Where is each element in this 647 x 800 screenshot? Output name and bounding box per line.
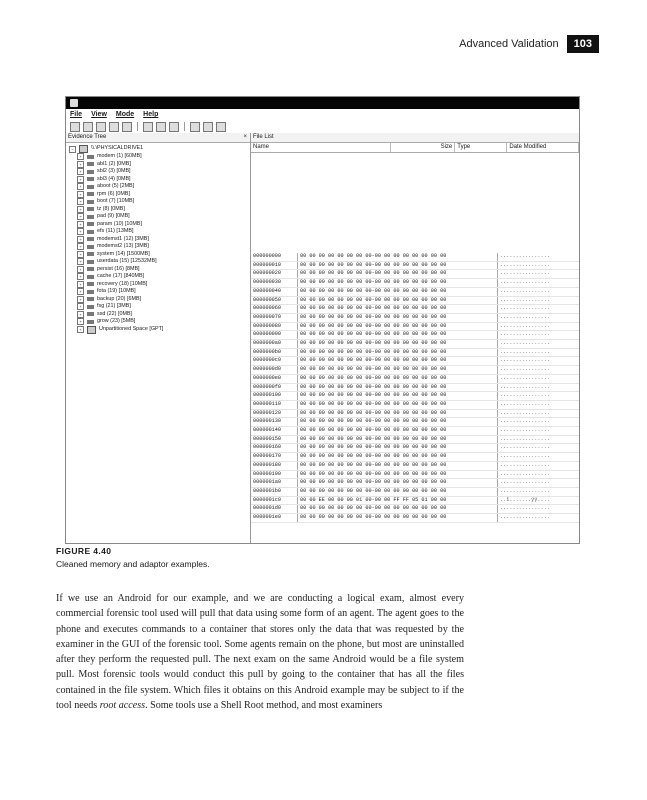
partition-icon <box>87 230 94 234</box>
hex-bytes: 00 00 00 00 00 00 00 00-00 00 00 00 00 00 00 00 <box>298 514 498 522</box>
tree-item-label: modemst2 (13) [3MB] <box>97 243 149 249</box>
hex-bytes: 00 00 00 00 00 00 00 00-00 00 00 00 00 00 00 00 <box>298 479 498 487</box>
hex-bytes: 00 00 00 00 00 00 00 00-00 00 00 00 00 00 00 00 <box>298 453 498 461</box>
drive-icon <box>79 145 88 153</box>
tree-item[interactable] <box>69 251 250 259</box>
hex-view <box>251 253 579 543</box>
hex-ascii: ................ <box>500 374 550 381</box>
figure-caption: Cleaned memory and adaptor examples. <box>56 559 210 569</box>
hex-offset: 000000140 <box>251 427 298 435</box>
partition-icon <box>87 326 96 334</box>
toolbar <box>66 120 579 134</box>
expand-icon[interactable]: + <box>77 296 84 303</box>
tree-item-label: grow (23) [5MB] <box>97 318 136 324</box>
hex-offset: 000000180 <box>251 462 298 470</box>
hex-ascii: ................ <box>500 479 550 486</box>
file-list-pane <box>251 133 579 543</box>
hex-ascii: ................ <box>500 514 550 521</box>
partition-icon <box>87 252 94 256</box>
hex-row[interactable] <box>251 253 579 262</box>
filter-icon[interactable] <box>190 122 200 132</box>
partition-icon <box>87 207 94 211</box>
evidence-tree <box>66 143 250 334</box>
partition-icon <box>87 185 94 189</box>
tree-item[interactable] <box>69 213 250 221</box>
partition-icon <box>87 260 94 264</box>
hex-row[interactable] <box>251 436 579 445</box>
tree-item-label: pad (9) [0MB] <box>97 213 130 219</box>
hex-offset: 0000001b0 <box>251 488 298 496</box>
expand-icon[interactable]: + <box>77 311 84 318</box>
hex-ascii: ................ <box>500 340 550 347</box>
evidence-tree-pane <box>66 133 251 543</box>
remove-icon[interactable] <box>169 122 179 132</box>
hex-offset: 000000110 <box>251 401 298 409</box>
tree-item[interactable] <box>69 303 250 311</box>
expand-icon[interactable]: + <box>77 191 84 198</box>
running-header <box>459 35 599 53</box>
hex-ascii: ................ <box>500 366 550 373</box>
expand-icon[interactable]: + <box>77 303 84 310</box>
hex-bytes: 00 00 00 00 00 00 00 00-00 00 00 00 00 00 00 00 <box>298 297 498 305</box>
tree-item-label: backup (20) [6MB] <box>97 295 142 302</box>
expand-icon[interactable]: + <box>77 236 84 243</box>
hex-row[interactable] <box>251 314 579 323</box>
hex-bytes: 00 00 00 00 00 00 00 00-00 00 00 00 00 00 00 00 <box>298 427 498 435</box>
column-date-modified[interactable]: Date Modified <box>507 143 579 152</box>
hex-bytes: 00 00 00 00 00 00 00 00-00 00 00 00 00 00 00 00 <box>298 488 498 496</box>
partition-icon <box>87 312 94 316</box>
hex-row[interactable] <box>251 444 579 453</box>
hex-ascii: ................ <box>500 296 550 303</box>
hex-bytes: 00 00 00 00 00 00 00 00-00 00 00 00 00 00 00 00 <box>298 314 498 322</box>
hex-row[interactable] <box>251 514 579 523</box>
save-icon[interactable] <box>83 122 93 132</box>
tree-item-label: tz (8) [0MB] <box>97 205 125 212</box>
tree-item[interactable] <box>69 183 250 191</box>
hex-bytes: 00 00 00 00 00 00 00 00-00 00 00 00 00 00 00 00 <box>298 471 498 479</box>
hex-row[interactable] <box>251 418 579 427</box>
partition-icon <box>87 320 94 324</box>
hex-row[interactable] <box>251 427 579 436</box>
tree-item-label: rpm (6) [0MB] <box>97 190 130 197</box>
hex-ascii: ................ <box>500 392 550 399</box>
hex-ascii: ................ <box>500 453 550 460</box>
partition-icon <box>87 177 94 181</box>
tree-item[interactable] <box>69 228 250 236</box>
hex-offset: 000000090 <box>251 331 298 339</box>
tree-item-label: sbl3 (4) [0MB] <box>97 175 131 182</box>
hex-row[interactable] <box>251 375 579 384</box>
tree-item[interactable] <box>69 326 250 334</box>
menu-view[interactable]: View <box>91 111 107 118</box>
hex-ascii: ..î.......ÿÿ.... <box>500 496 550 503</box>
expand-icon[interactable]: + <box>77 213 84 220</box>
tree-item-label: efs (11) [13MB] <box>97 228 134 234</box>
hex-offset: 000000080 <box>251 323 298 331</box>
tree-item[interactable] <box>69 288 250 296</box>
hex-ascii: ................ <box>500 418 550 425</box>
tree-item[interactable] <box>69 318 250 326</box>
tree-item-label: modemst1 (12) [3MB] <box>97 235 149 242</box>
tree-root[interactable] <box>69 145 250 153</box>
tree-item-label: boot (7) [10MB] <box>97 198 135 204</box>
hex-offset: 000000170 <box>251 453 298 461</box>
hex-offset: 000000020 <box>251 270 298 278</box>
partition-icon <box>87 245 94 249</box>
file-list-title <box>251 133 579 143</box>
column-type[interactable]: Type <box>455 143 507 152</box>
tree-item-label: ssd (22) [0MB] <box>97 310 133 317</box>
expand-icon[interactable]: + <box>77 206 84 213</box>
hex-bytes: 00 00 00 00 00 00 00 00-00 00 00 00 00 00 00 00 <box>298 262 498 270</box>
hex-ascii: ................ <box>500 261 550 268</box>
menu-file[interactable]: File <box>70 111 83 118</box>
column-size[interactable]: Size <box>391 143 455 152</box>
hex-row[interactable] <box>251 323 579 332</box>
menu-help[interactable]: Help <box>143 111 159 118</box>
body-text <box>56 591 464 713</box>
tree-item-label: sbl2 (3) [0MB] <box>97 168 131 174</box>
file-list-header <box>251 143 579 153</box>
hex-bytes: 00 00 00 00 00 00 00 00-00 00 00 00 00 00 00 00 <box>298 418 498 426</box>
partition-icon <box>87 275 94 279</box>
hex-bytes: 00 00 00 00 00 00 00 00-00 00 00 00 00 00 00 00 <box>298 270 498 278</box>
hex-ascii: ................ <box>500 400 550 407</box>
hex-offset: 0000001d0 <box>251 505 298 513</box>
partition-icon <box>87 237 94 241</box>
tree-item[interactable] <box>69 281 250 289</box>
expand-icon[interactable]: + <box>77 243 84 250</box>
hex-offset: 0000000c0 <box>251 357 298 365</box>
expand-icon[interactable]: + <box>77 288 84 295</box>
tree-item-label: abl1 (2) [0MB] <box>97 160 131 167</box>
tree-item[interactable] <box>69 198 250 206</box>
figure-label: FIGURE 4.40 <box>56 546 112 556</box>
export-icon[interactable] <box>109 122 119 132</box>
hex-offset: 000000120 <box>251 410 298 418</box>
hex-ascii: ................ <box>500 409 550 416</box>
hex-bytes: 00 00 00 00 00 00 00 00-00 00 00 00 00 00 00 00 <box>298 340 498 348</box>
tree-item-label: fota (19) [10MB] <box>97 288 136 294</box>
tree-item[interactable] <box>69 296 250 304</box>
hex-bytes: 00 00 00 00 00 00 00 00-00 00 00 00 00 00 00 00 <box>298 384 498 392</box>
partition-icon <box>87 282 94 286</box>
tree-item-label: aboot (5) [2MB] <box>97 183 135 189</box>
hex-bytes: 00 00 00 00 00 00 00 00-00 00 00 00 00 00 00 00 <box>298 436 498 444</box>
hex-row[interactable] <box>251 349 579 358</box>
hex-ascii: ................ <box>500 253 550 259</box>
tree-item-label: cache (17) [840MB] <box>97 273 145 279</box>
hex-row[interactable] <box>251 462 579 471</box>
evidence-tree-label: Evidence Tree <box>68 134 107 140</box>
hex-bytes: 00 00 EE 00 00 00 01 00-00 00 FF FF 05 01 00 00 <box>298 497 498 505</box>
hex-row[interactable] <box>251 331 579 340</box>
hex-ascii: ................ <box>500 383 550 390</box>
close-icon[interactable]: × <box>243 134 247 140</box>
hex-ascii: ................ <box>500 505 550 512</box>
tree-item[interactable] <box>69 273 250 281</box>
hex-bytes: 00 00 00 00 00 00 00 00-00 00 00 00 00 00 00 00 <box>298 392 498 400</box>
file-list-label: File List <box>253 134 274 140</box>
expand-icon[interactable]: + <box>77 168 84 175</box>
hex-ascii: ................ <box>500 279 550 286</box>
hex-bytes: 00 00 00 00 00 00 00 00-00 00 00 00 00 00 00 00 <box>298 331 498 339</box>
hex-offset: 0000000b0 <box>251 349 298 357</box>
hex-offset: 000000160 <box>251 444 298 452</box>
expand-icon[interactable]: + <box>77 161 84 168</box>
hex-row[interactable] <box>251 366 579 375</box>
expand-icon[interactable]: + <box>77 228 84 235</box>
tree-item[interactable] <box>69 243 250 251</box>
running-title: Advanced Validation <box>459 38 559 50</box>
hex-bytes: 00 00 00 00 00 00 00 00-00 00 00 00 00 00 00 00 <box>298 375 498 383</box>
hex-ascii: ................ <box>500 427 550 434</box>
hex-offset: 0000000d0 <box>251 366 298 374</box>
window-titlebar <box>66 97 579 109</box>
expand-icon[interactable]: + <box>77 198 84 205</box>
hex-offset: 0000000a0 <box>251 340 298 348</box>
hex-offset: 0000001c0 <box>251 497 298 505</box>
partition-icon <box>87 162 94 166</box>
hex-ascii: ................ <box>500 331 550 338</box>
tree-item-label: recovery (18) [10MB] <box>97 280 148 287</box>
hex-ascii: ................ <box>500 348 550 355</box>
hex-row[interactable] <box>251 488 579 497</box>
hex-row[interactable] <box>251 479 579 488</box>
hex-offset: 000000010 <box>251 262 298 270</box>
view-icon[interactable] <box>203 122 213 132</box>
hex-bytes: 00 00 00 00 00 00 00 00-00 00 00 00 00 00 00 00 <box>298 357 498 365</box>
hex-bytes: 00 00 00 00 00 00 00 00-00 00 00 00 00 00 00 00 <box>298 279 498 287</box>
hex-row[interactable] <box>251 262 579 271</box>
partition-icon <box>87 305 94 309</box>
partition-icon <box>87 297 94 301</box>
hex-offset: 000000150 <box>251 436 298 444</box>
tree-item-label: Unpartitioned Space [GPT] <box>99 325 164 332</box>
hex-offset: 0000001e0 <box>251 514 298 522</box>
tree-item[interactable] <box>69 221 250 229</box>
hex-row[interactable] <box>251 392 579 401</box>
hex-bytes: 00 00 00 00 00 00 00 00-00 00 00 00 00 00 00 00 <box>298 444 498 452</box>
expand-icon[interactable]: + <box>77 318 84 325</box>
paragraph-text: If we use an Android for our example, and we are conducting a logical exam, almost every commercial forensic tool used will pull that data using some form of an agent. The agent goes to the phone and executes commands to a container that stores only the data that was requested by the examiner in the GUI of the forensic tool. Some agents remain on the phone, but most are uninstalled after they perform the requested pull. The next exam on the same Android would be a file system pull. Most forensic tools would conduct this pull by going to the container that has all the files contained in the file system. Which files it obtains on this Android example may be subject to if the tool needs <box>56 593 464 712</box>
hex-bytes: 00 00 00 00 00 00 00 00-00 00 00 00 00 00 00 00 <box>298 323 498 331</box>
evidence-tree-title <box>66 133 250 143</box>
hex-row[interactable] <box>251 288 579 297</box>
menu-mode[interactable]: Mode <box>115 111 135 118</box>
hex-row[interactable] <box>251 305 579 314</box>
tree-item-label: modem (1) [60MB] <box>97 153 142 159</box>
hex-ascii: ................ <box>500 470 550 477</box>
tree-item[interactable] <box>69 153 250 161</box>
hex-ascii: ................ <box>500 313 550 320</box>
tree-item-label: system (14) [1500MB] <box>97 250 150 257</box>
panes <box>66 133 579 543</box>
hex-offset: 000000000 <box>251 253 298 261</box>
tree-item[interactable] <box>69 258 250 266</box>
hex-ascii: ................ <box>500 287 550 294</box>
hex-offset: 0000000e0 <box>251 375 298 383</box>
find-icon[interactable] <box>96 122 106 132</box>
partition-icon <box>87 267 94 271</box>
expand-icon[interactable]: + <box>77 273 84 280</box>
partition-icon <box>87 215 94 219</box>
tree-item[interactable] <box>69 236 250 244</box>
hex-row[interactable] <box>251 357 579 366</box>
expand-icon[interactable]: + <box>77 266 84 273</box>
expand-icon[interactable]: + <box>77 176 84 183</box>
hex-row[interactable] <box>251 401 579 410</box>
image-icon[interactable] <box>143 122 153 132</box>
refresh-icon[interactable] <box>122 122 132 132</box>
tree-item-label: userdata (15) [12532MB] <box>97 258 157 264</box>
hex-bytes: 00 00 00 00 00 00 00 00-00 00 00 00 00 00 00 00 <box>298 253 498 261</box>
hex-row[interactable] <box>251 497 579 506</box>
hex-bytes: 00 00 00 00 00 00 00 00-00 00 00 00 00 00 00 00 <box>298 505 498 513</box>
partition-icon <box>87 192 94 196</box>
column-name[interactable]: Name <box>251 143 391 152</box>
hex-bytes: 00 00 00 00 00 00 00 00-00 00 00 00 00 00 00 00 <box>298 288 498 296</box>
hex-row[interactable] <box>251 279 579 288</box>
expand-icon[interactable]: + <box>77 221 84 228</box>
toolbar-separator <box>137 122 138 131</box>
tree-item[interactable] <box>69 161 250 169</box>
hex-bytes: 00 00 00 00 00 00 00 00-00 00 00 00 00 00 00 00 <box>298 462 498 470</box>
hex-ascii: ................ <box>500 487 550 494</box>
hex-offset: 000000040 <box>251 288 298 296</box>
help-icon[interactable] <box>216 122 226 132</box>
tree-item-label: persist (16) [8MB] <box>97 265 140 272</box>
emphasis: root access <box>99 700 146 712</box>
hex-bytes: 00 00 00 00 00 00 00 00-00 00 00 00 00 00 00 00 <box>298 349 498 357</box>
tree-item[interactable] <box>69 311 250 319</box>
hex-ascii: ................ <box>500 435 550 442</box>
hex-offset: 000000060 <box>251 305 298 313</box>
menubar <box>66 109 579 120</box>
hex-offset: 000000070 <box>251 314 298 322</box>
hex-ascii: ................ <box>500 322 550 329</box>
tree-item[interactable] <box>69 206 250 214</box>
hex-offset: 000000050 <box>251 297 298 305</box>
expand-icon[interactable]: + <box>77 258 84 265</box>
partition-icon <box>87 155 94 159</box>
expand-icon[interactable]: + <box>77 183 84 190</box>
collapse-icon[interactable]: − <box>69 146 76 153</box>
hex-row[interactable] <box>251 384 579 393</box>
hex-bytes: 00 00 00 00 00 00 00 00-00 00 00 00 00 00 00 00 <box>298 401 498 409</box>
hex-row[interactable] <box>251 410 579 419</box>
figure-screenshot <box>65 96 580 544</box>
hex-ascii: ................ <box>500 305 550 312</box>
paragraph-text-end: . Some tools use a Shell Root method, and most examiners <box>145 700 383 712</box>
hex-ascii: ................ <box>500 444 550 451</box>
expand-icon[interactable]: + <box>77 153 84 160</box>
hex-ascii: ................ <box>500 357 550 364</box>
partition-icon <box>87 222 94 226</box>
hex-offset: 000000130 <box>251 418 298 426</box>
tree-item[interactable] <box>69 168 250 176</box>
hex-ascii: ................ <box>500 461 550 468</box>
hex-offset: 000000100 <box>251 392 298 400</box>
tree-item-label: param (10) [10MB] <box>97 220 142 227</box>
add-icon[interactable] <box>156 122 166 132</box>
hex-row[interactable] <box>251 505 579 514</box>
hex-row[interactable] <box>251 340 579 349</box>
paragraph <box>56 591 464 713</box>
hex-offset: 0000001a0 <box>251 479 298 487</box>
hex-bytes: 00 00 00 00 00 00 00 00-00 00 00 00 00 00 00 00 <box>298 366 498 374</box>
page-number: 103 <box>567 35 599 53</box>
tree-item[interactable] <box>69 266 250 274</box>
partition-icon <box>87 290 94 294</box>
tree-item-label: fsg (21) [3MB] <box>97 303 131 309</box>
hex-row[interactable] <box>251 270 579 279</box>
expand-icon[interactable]: + <box>77 251 84 258</box>
hex-row[interactable] <box>251 453 579 462</box>
tree-item[interactable] <box>69 191 250 199</box>
hex-offset: 000000030 <box>251 279 298 287</box>
toolbar-separator <box>184 122 185 131</box>
tree-item[interactable] <box>69 176 250 184</box>
open-icon[interactable] <box>70 122 80 132</box>
expand-icon[interactable]: + <box>77 326 84 333</box>
app-icon <box>70 99 78 107</box>
partition-icon <box>87 200 94 204</box>
partition-icon <box>87 170 94 174</box>
hex-row[interactable] <box>251 471 579 480</box>
hex-bytes: 00 00 00 00 00 00 00 00-00 00 00 00 00 00 00 00 <box>298 305 498 313</box>
hex-row[interactable] <box>251 297 579 306</box>
hex-ascii: ................ <box>500 270 550 277</box>
hex-offset: 0000000f0 <box>251 384 298 392</box>
hex-offset: 000000190 <box>251 471 298 479</box>
expand-icon[interactable]: + <box>77 281 84 288</box>
tree-root-label: \\.\PHYSICALDRIVE1 <box>91 145 144 152</box>
hex-bytes: 00 00 00 00 00 00 00 00-00 00 00 00 00 00 00 00 <box>298 410 498 418</box>
